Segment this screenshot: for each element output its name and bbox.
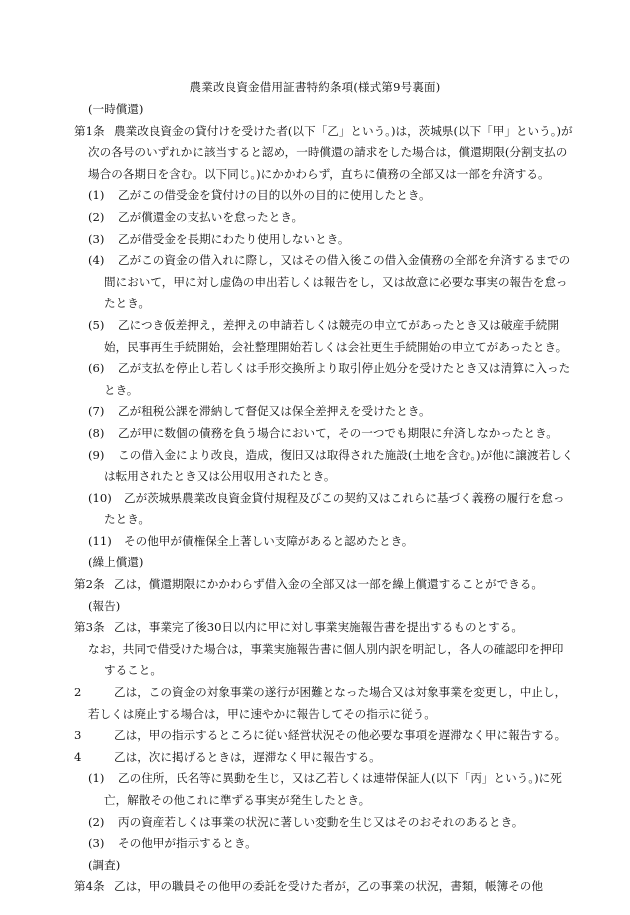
- article-heading: (一時償還): [88, 102, 144, 116]
- article-4: [74, 876, 574, 898]
- list-item: (1) 乙がこの借受金を貸付けの目的以外の目的に使用したとき。: [88, 188, 431, 203]
- list-item: (4) 乙がこの資金の借入れに際し，又はその借入後この借入金債務の全部を弁済するまでの間において，甲に対し虚偽の申出若しくは報告をし，又は故意に必要な事実の報告を怠ったとき。: [88, 253, 571, 311]
- list-item: (9) この借入金により改良，造成，復旧又は取得された施設(土地を含む。)が他に譲渡若しくは転用されたとき又は公用収用されたとき。: [88, 447, 574, 484]
- article-heading: (調査): [88, 857, 121, 872]
- list-item: (8) 乙が甲に数個の債務を負う場合において，その一つでも期限に弁済しなかったとき。: [88, 425, 558, 440]
- article-label: 第3条: [74, 620, 105, 635]
- article-text: 乙は，事業完了後30日以内に甲に対し事業実施報告書を提出するものとする。: [114, 620, 523, 635]
- article-label: 第1条: [74, 123, 105, 138]
- list-item: (10) 乙が茨城県農業改良資金貸付規程及びこの契約又はこれらに基づく義務の履行を怠ったとき。: [88, 490, 565, 527]
- paragraph: 3 乙は，甲の指示するところに従い経営状況その他必要な事項を遅滞なく甲に報告する。: [74, 728, 567, 743]
- list-item: (2) 乙が償還金の支払いを怠ったとき。: [88, 209, 304, 224]
- list-item: (1) 乙の住所，氏名等に異動を生じ，又は乙若しくは連帯保証人(以下「丙」という。)に死亡，解散その他これに準ずる事実が発生したとき。: [88, 771, 562, 807]
- document-body: [74, 99, 574, 898]
- paragraph: 2 乙は，この資金の対象事業の遂行が困難となった場合又は対象事業を変更し，中止し，若しくは廃止する場合は，甲に速やかに報告してその指示に従う。: [74, 685, 567, 721]
- list-item: (3) その他甲が指示するとき。: [88, 836, 257, 851]
- article-text: 農業改良資金の貸付けを受けた者(以下「乙」という。)は，茨城県(以下「甲」という。)が次の各号のいずれかに該当すると認め，一時償還の請求をした場合は，償還期限(分割支払の場合の各期日を含む。以下同じ。)にかかわらず，直ちに債務の全部又は一部を弁済する。: [88, 123, 573, 181]
- article-2: [74, 574, 574, 596]
- article-text: 乙は，償還期限にかかわらず借入金の全部又は一部を繰上償還することができる。: [114, 577, 543, 592]
- list-item: (11) その他甲が債権保全上著しい支障があると認めたとき。: [88, 533, 414, 548]
- article-1: [74, 121, 574, 186]
- article-3-note: なお，共同で借受けた場合は，事業実施報告書に個人別内訳を明記し，各人の確認印を押印すること。: [88, 641, 564, 678]
- list-item: (7) 乙が租税公課を滞納して督促又は保全差押えを受けたとき。: [88, 404, 431, 419]
- list-item: (2) 丙の資産若しくは事業の状況に著しい変動を生じ又はそのおそれのあるとき。: [88, 814, 524, 829]
- article-heading: (報告): [88, 598, 121, 613]
- article-label: 第2条: [74, 577, 105, 592]
- article-heading: (繰上償還): [88, 555, 144, 570]
- article-text: 乙は，甲の職員その他甲の委託を受けた者が，乙の事業の状況，書類，帳簿その他: [114, 879, 543, 894]
- paragraph: 4 乙は，次に掲げるときは，遅滞なく甲に報告する。: [74, 749, 381, 764]
- article-3: [74, 617, 574, 639]
- list-item: (3) 乙が借受金を長期にわたり使用しないとき。: [88, 231, 350, 246]
- article-label: 第4条: [74, 879, 105, 894]
- document-title: 農業改良資金借用証書特約条項(様式第9号裏面): [189, 80, 441, 94]
- list-item: (6) 乙が支払を停止し若しくは手形交換所より取引停止処分を受けたとき又は清算に入ったとき。: [88, 361, 571, 397]
- list-item: (5) 乙につき仮差押え，差押えの申請若しくは競売の申立てがあったとき又は破産手続開始，民事再生手続開始，会社整理開始若しくは会社更生手続開始の申立てがあったとき。: [88, 317, 568, 354]
